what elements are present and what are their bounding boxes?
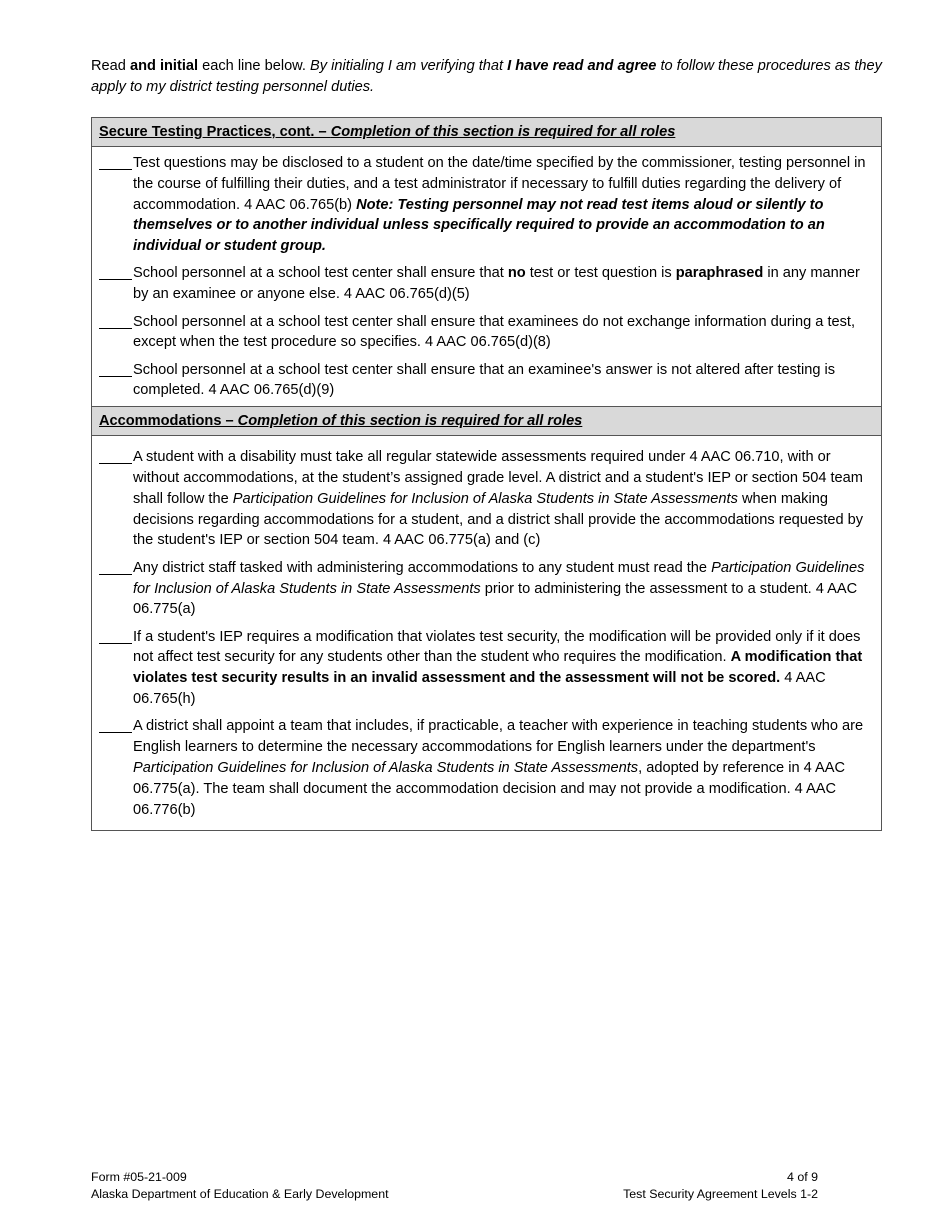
item-note: Note: Testing personnel may not read test items aloud or silently to themselves or to another individual unless specifically required to provide an accommodation to an individual or student group.: [133, 196, 825, 255]
item-text: prior to administering the assessment to a student. 4 AAC 06.775(a): [133, 580, 858, 618]
item-reference: Participation Guidelines for Inclusion of Alaska Students in State Assessments: [133, 559, 865, 597]
intro-text-6: to follow these procedures as they apply to my district testing personnel duties.: [91, 58, 882, 95]
section-header-accommodations: [92, 407, 881, 436]
intro-text-5: I have read and agree: [507, 58, 657, 74]
section-title-italic: Completion of this section is required for all roles: [237, 413, 583, 430]
section-body-accommodations: [92, 444, 881, 830]
section-title-bold: Accommodations –: [99, 413, 238, 430]
list-item: [99, 716, 873, 820]
item-text: when making decisions regarding accommodations for a student, and a district shall provide the accommodations requested by the student's IEP or section 504 team. 4 AAC 06.775(a) and (c): [133, 490, 864, 549]
list-item: [99, 153, 873, 257]
intro-text-4: By initialing I am verifying that: [310, 58, 508, 74]
intro-instructions: [91, 56, 886, 98]
section-header-secure-testing: [92, 118, 881, 147]
section-title-bold: Secure Testing Practices, cont. –: [99, 124, 331, 140]
item-emphasis: A modification that violates test security results in an invalid assessment and the assessment will not be scored.: [133, 649, 863, 687]
item-text: If a student's IEP requires a modification that violates test security, the modification will be provided only if it does not affect test security for any students other than the student who requires the modification.: [133, 628, 861, 666]
intro-text-2: and initial: [129, 58, 199, 74]
section-body-secure-testing: [92, 147, 881, 407]
item-emphasis: no: [507, 265, 526, 282]
item-reference: Participation Guidelines for Inclusion of Alaska Students in State Assessments: [133, 759, 639, 776]
item-text: test or test question is: [525, 265, 676, 282]
item-text: Any district staff tasked with administering accommodations to any student must read the: [133, 559, 712, 576]
item-text: 4 AAC 06.765(h): [133, 670, 826, 708]
list-item: [99, 447, 873, 551]
item-text: School personnel at a school test center shall ensure that: [133, 265, 508, 282]
item-text: A student with a disability must take all regular statewide assessments required under 4 AAC 06.710, with or without accommodations, at the student’s assigned grade level. A district and a student's IEP or section 504 team shall follow the: [133, 449, 863, 507]
item-emphasis: paraphrased: [675, 265, 764, 282]
item-text: School personnel at a school test center shall ensure that an examinee's answer is not altered after testing is completed. 4 AAC 06.765(d)(9): [133, 361, 836, 399]
list-item: [99, 360, 873, 402]
agreement-table: [91, 117, 882, 831]
intro-text-1: Read: [91, 58, 130, 74]
item-text: Test questions may be disclosed to a student on the date/time specified by the commissioner, testing personnel in the course of fulfilling their duties, and a test administrator if necessary to fulfill duties regarding the delivery of accommodation. 4 AAC 06.765(b): [133, 155, 866, 213]
footer-right: [618, 1169, 818, 1203]
item-text: School personnel at a school test center shall ensure that examinees do not exchange information during a test, except when the test procedure so specifies. 4 AAC 06.765(d)(8): [133, 313, 856, 351]
section-title-italic: Completion of this section is required for all roles: [330, 124, 676, 140]
list-item: [99, 263, 873, 305]
item-text: in any manner by an examinee or anyone else. 4 AAC 06.765(d)(5): [133, 265, 860, 303]
item-text: A district shall appoint a team that includes, if practicable, a teacher with experience in teaching students who are English learners to determine the necessary accommodations for English learners under the department's: [133, 718, 864, 756]
list-item: [99, 558, 873, 620]
department-name: Alaska Department of Education & Early Development: [91, 1187, 389, 1201]
item-text: , adopted by reference in 4 AAC 06.775(a). The team shall document the accommodation decision and may not provide a modification. 4 AAC 06.776(b): [133, 759, 845, 818]
footer-left: [91, 1169, 389, 1203]
document-title: Test Security Agreement Levels 1-2: [623, 1187, 818, 1201]
item-reference: Participation Guidelines for Inclusion of Alaska Students in State Assessments: [232, 490, 738, 507]
form-number: Form #05-21-009: [91, 1170, 187, 1184]
list-item: [99, 312, 873, 354]
list-item: [99, 627, 873, 710]
intro-text-3: each line below.: [198, 58, 311, 74]
page-number: 4 of 9: [786, 1170, 818, 1184]
